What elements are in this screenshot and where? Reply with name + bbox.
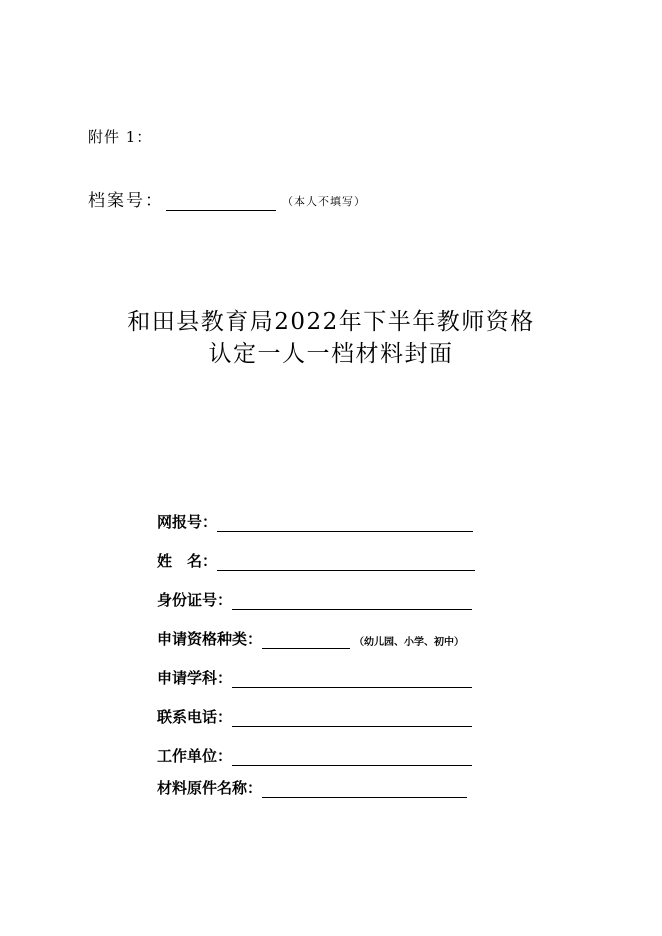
form-row-subject xyxy=(157,667,472,688)
archive-number-label: 档案号： xyxy=(88,191,164,211)
form-row-qualification-type xyxy=(157,628,464,649)
qualification-type-field[interactable] xyxy=(262,632,350,649)
document-title-line-2: 认定一人一档材料封面 xyxy=(208,341,454,367)
archive-number-row xyxy=(88,186,366,211)
id-number-label: 身份证号： xyxy=(157,591,233,609)
archive-number-field[interactable] xyxy=(166,191,276,211)
name-field[interactable] xyxy=(217,554,475,571)
id-number-field[interactable] xyxy=(232,593,472,610)
workplace-field[interactable] xyxy=(232,749,472,766)
qualification-type-hint: （幼儿园、小学、初中） xyxy=(354,637,465,648)
phone-label: 联系电话： xyxy=(157,708,233,726)
document-title-line-1: 和田县教育局2022年下半年教师资格 xyxy=(127,309,535,335)
form-row-name xyxy=(157,550,475,571)
form-row-id-number xyxy=(157,589,472,610)
registration-number-field[interactable] xyxy=(217,515,473,532)
subject-label: 申请学科： xyxy=(157,669,233,687)
subject-field[interactable] xyxy=(232,671,472,688)
form-row-original-materials xyxy=(157,777,467,798)
archive-number-note: （本人不填写） xyxy=(282,195,366,208)
registration-number-label: 网报号： xyxy=(157,513,218,531)
form-row-registration-number xyxy=(157,511,473,532)
workplace-label: 工作单位： xyxy=(157,747,233,765)
phone-field[interactable] xyxy=(232,710,472,727)
qualification-type-label: 申请资格种类： xyxy=(157,630,263,648)
attachment-label: 附件 1： xyxy=(88,128,153,146)
name-label: 姓 名： xyxy=(157,552,218,570)
form-row-phone xyxy=(157,706,472,727)
original-materials-field[interactable] xyxy=(262,781,467,798)
form-row-workplace xyxy=(157,745,472,766)
original-materials-label: 材料原件名称： xyxy=(157,779,263,797)
